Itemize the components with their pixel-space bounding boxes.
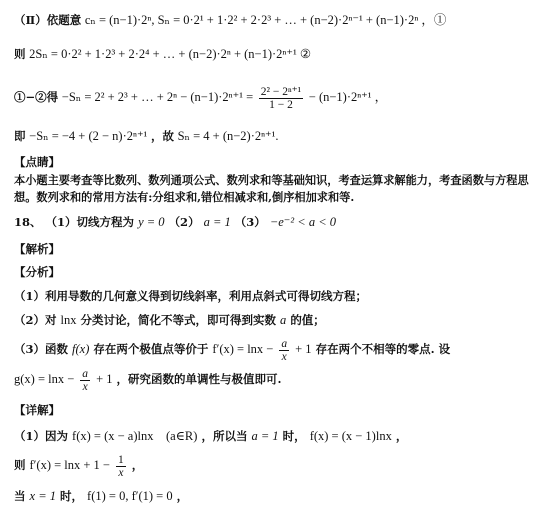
formula-neg-sum: −Sₙ = −4 + (2 − n)·2ⁿ⁺¹ — [29, 129, 148, 143]
analysis-3-eq-tail: + 1 — [295, 342, 312, 356]
analysis-4 — [14, 366, 546, 393]
paragraph-dianjing: 本小题主要考查等比数列、数列通项公式、数列求和等基础知识，考查运算求解能力，考查函数与方程思想。数列求和的常用方法有:分组求和,错位相减求和,倒序相加求和等. — [14, 173, 529, 204]
analysis-2 — [14, 312, 546, 328]
fraction-geometric-sum — [259, 86, 303, 111]
answer-2-eq: a = 1 — [203, 215, 231, 229]
heading-xiangjie: 【详解】 — [14, 403, 60, 417]
analysis-3 — [14, 336, 546, 363]
detail-1-eq-f: f(x) = (x − a)lnx (a∈R) — [72, 429, 198, 443]
detail-3-eq-x: x = 1 — [29, 489, 56, 503]
analysis-4-text: ，研究函数的单调性与极值即可. — [116, 372, 282, 386]
fraction-denominator: 1 − 2 — [269, 98, 293, 111]
analysis-3-eq-f: f(x) — [72, 342, 90, 356]
detail-2-text-b: ， — [131, 458, 144, 472]
detail-3-text-c: ， — [176, 489, 189, 503]
detail-2-text-a: 则 — [14, 458, 26, 472]
text-therefore: ，故 — [150, 129, 174, 143]
detail-1-eq-f1: f(x) = (x − 1)lnx — [309, 429, 392, 443]
formula-double-sum: 2Sₙ = 0·2² + 1·2³ + 2·2⁴ + … + (n−2)·2ⁿ + (n−1)·2ⁿ⁺¹ ② — [29, 47, 312, 61]
analysis-4-eq-tail: + 1 — [96, 372, 113, 386]
formula-sum-result: Sₙ = 4 + (n−2)·2ⁿ⁺¹. — [177, 129, 279, 143]
fraction-numerator: 1 — [118, 453, 124, 466]
analysis-3-text-c: 存在两个不相等的零点. 设 — [315, 342, 451, 356]
detail-3 — [14, 488, 546, 504]
analysis-2-text-b: 分类讨论，简化不等式，即可得到实数 — [80, 313, 277, 327]
analysis-2-text-a: （2）对 — [14, 313, 57, 327]
solution-line-1 — [14, 12, 546, 28]
detail-1-text-a: （1）因为 — [14, 429, 69, 443]
detail-2-fraction — [116, 454, 126, 479]
analysis-2-text-c: 的值； — [290, 313, 325, 327]
q18-answers — [14, 214, 546, 230]
formula-difference-tail: − (n−1)·2ⁿ⁺¹ ， — [308, 90, 388, 104]
detail-3-eq-values: f(1) = 0, f′(1) = 0 — [87, 489, 173, 503]
formula-difference: −Sₙ = 2² + 2³ + … + 2ⁿ − (n−1)·2ⁿ⁺¹ = — [61, 90, 254, 104]
fraction-denominator: x — [82, 380, 88, 393]
detail-3-text-b: 时， — [60, 489, 84, 503]
heading-fenxi: 【分析】 — [14, 265, 60, 279]
answer-1-label: （1）切线方程为 — [45, 215, 135, 229]
solution-line-4 — [14, 128, 546, 144]
solution-line-3 — [14, 84, 546, 111]
detail-1-text-d: ， — [395, 429, 408, 443]
detail-2-eq: f′(x) = lnx + 1 − — [29, 458, 110, 472]
heading-dianjing: 【点睛】 — [14, 155, 60, 169]
text-namely: 即 — [14, 129, 26, 143]
solution-line-2 — [14, 46, 546, 62]
answer-3-label: （3） — [234, 215, 266, 229]
fraction-numerator: a — [281, 337, 288, 350]
detail-1-text-c: 时， — [282, 429, 306, 443]
fraction-denominator: x — [118, 466, 124, 479]
analysis-1: （1）利用导数的几何意义得到切线斜率，利用点斜式可得切线方程； — [14, 289, 367, 303]
analysis-3-text-a: （3）函数 — [14, 342, 69, 356]
fraction-numerator: a — [82, 367, 89, 380]
analysis-3-text-b: 存在两个极值点等价于 — [93, 342, 209, 356]
question-number: 18、 — [14, 215, 42, 229]
analysis-4-eq-g: g(x) = lnx − — [14, 372, 75, 386]
analysis-2-eq-a: a — [280, 313, 287, 327]
analysis-4-fraction — [80, 368, 90, 393]
answer-1-eq: y = 0 — [138, 215, 165, 229]
analysis-2-eq-lnx: lnx — [60, 313, 77, 327]
fraction-numerator: 2² − 2ⁿ⁺¹ — [260, 85, 302, 98]
detail-3-text-a: 当 — [14, 489, 26, 503]
detail-1-text-b: ，所以当 — [201, 429, 248, 443]
text-subtract: ①−②得 — [14, 90, 59, 104]
heading-jiexi: 【解析】 — [14, 242, 60, 256]
detail-1 — [14, 428, 546, 444]
analysis-3-fraction — [279, 338, 289, 363]
analysis-3-eq-derivative: f′(x) = lnx − — [212, 342, 274, 356]
fraction-denominator: x — [281, 350, 287, 363]
answer-2-label: （2） — [168, 215, 200, 229]
part-label: （Ⅱ）依题意 — [14, 13, 82, 27]
detail-2 — [14, 452, 546, 479]
formula-sum-definition: cₙ = (n−1)·2ⁿ, Sₙ = 0·2¹ + 1·2² + 2·2³ + … + (n−2)·2ⁿ⁻¹ + (n−1)·2ⁿ ，① — [84, 13, 447, 27]
text-then: 则 — [14, 47, 26, 61]
detail-1-eq-a: a = 1 — [251, 429, 279, 443]
answer-3-eq: −e⁻² < a < 0 — [269, 215, 337, 229]
